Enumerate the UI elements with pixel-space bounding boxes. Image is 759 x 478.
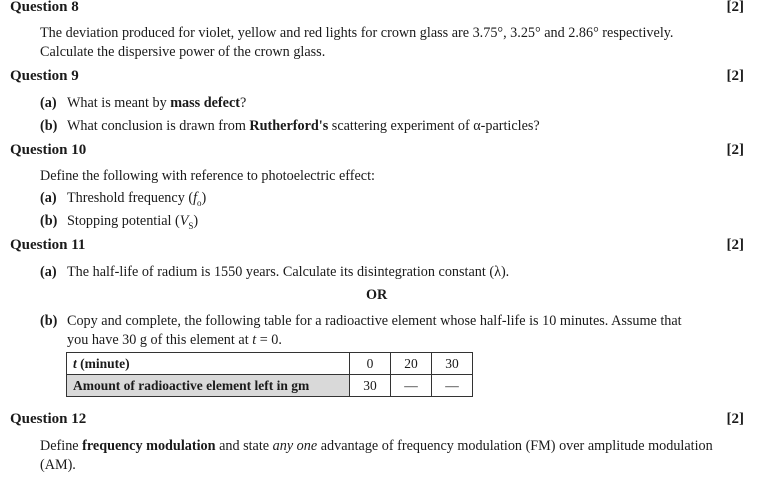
question-9a-label: (a) xyxy=(40,95,57,111)
question-11-title: Question 11 xyxy=(10,237,86,253)
question-8-title: Question 8 xyxy=(10,0,79,15)
question-8-text-line2: Calculate the dispersive power of the crown glass. xyxy=(40,44,326,60)
question-12-marks: [2] xyxy=(726,411,744,427)
question-10b-text: Stopping potential $(V_S)$ xyxy=(67,213,199,231)
question-9-title: Question 9 xyxy=(10,68,79,84)
question-10-marks: [2] xyxy=(726,142,744,158)
question-11a-text: The half-life of radium is 1550 years. Calculate its disintegration constant (λ). xyxy=(67,264,510,280)
question-10a-label: (a) xyxy=(40,190,57,206)
table-cell: 30 xyxy=(350,375,391,397)
question-11b-label: (b) xyxy=(40,313,58,329)
table-cell: 30 xyxy=(432,353,473,375)
question-12-text-line2: (AM). xyxy=(40,457,76,473)
question-10-intro: Define the following with reference to photoelectric effect: xyxy=(40,168,375,184)
table-header-amount: Amount of radioactive element left in gm xyxy=(67,375,350,397)
or-separator: OR xyxy=(366,287,388,303)
question-9b-text: What conclusion is drawn from Rutherford's scattering experiment of α-particles? xyxy=(67,118,540,134)
question-10b-label: (b) xyxy=(40,213,58,229)
question-12-title: Question 12 xyxy=(10,411,87,427)
question-11b-text-line2: you have 30 g of this element at t = 0. xyxy=(67,332,282,348)
question-10-title: Question 10 xyxy=(10,142,87,158)
question-11b-text-line1: Copy and complete, the following table for a radioactive element whose half-life is 10 minutes. Assume that xyxy=(67,313,682,329)
question-9-marks: [2] xyxy=(726,68,744,84)
question-8-marks: [2] xyxy=(726,0,744,15)
radioactive-decay-table xyxy=(66,352,473,397)
table-cell: 0 xyxy=(350,353,391,375)
question-8-text-line1: The deviation produced for violet, yellow and red lights for crown glass are 3.75°, 3.25° and 2.86° respectively. xyxy=(40,25,674,41)
question-10a-text: Threshold frequency $(f_o)$ xyxy=(67,190,207,208)
table-row xyxy=(67,375,473,397)
question-9b-label: (b) xyxy=(40,118,58,134)
question-11a-label: (a) xyxy=(40,264,57,280)
table-cell: 20 xyxy=(391,353,432,375)
table-cell: — xyxy=(432,375,473,397)
question-12-text-line1: Define frequency modulation and state any one advantage of frequency modulation (FM) over amplitude modulation xyxy=(40,438,713,454)
table-header-time: t (minute) xyxy=(67,353,350,375)
question-9a-text: What is meant by mass defect? xyxy=(67,95,247,111)
question-11-marks: [2] xyxy=(726,237,744,253)
table-row xyxy=(67,353,473,375)
table-cell: — xyxy=(391,375,432,397)
